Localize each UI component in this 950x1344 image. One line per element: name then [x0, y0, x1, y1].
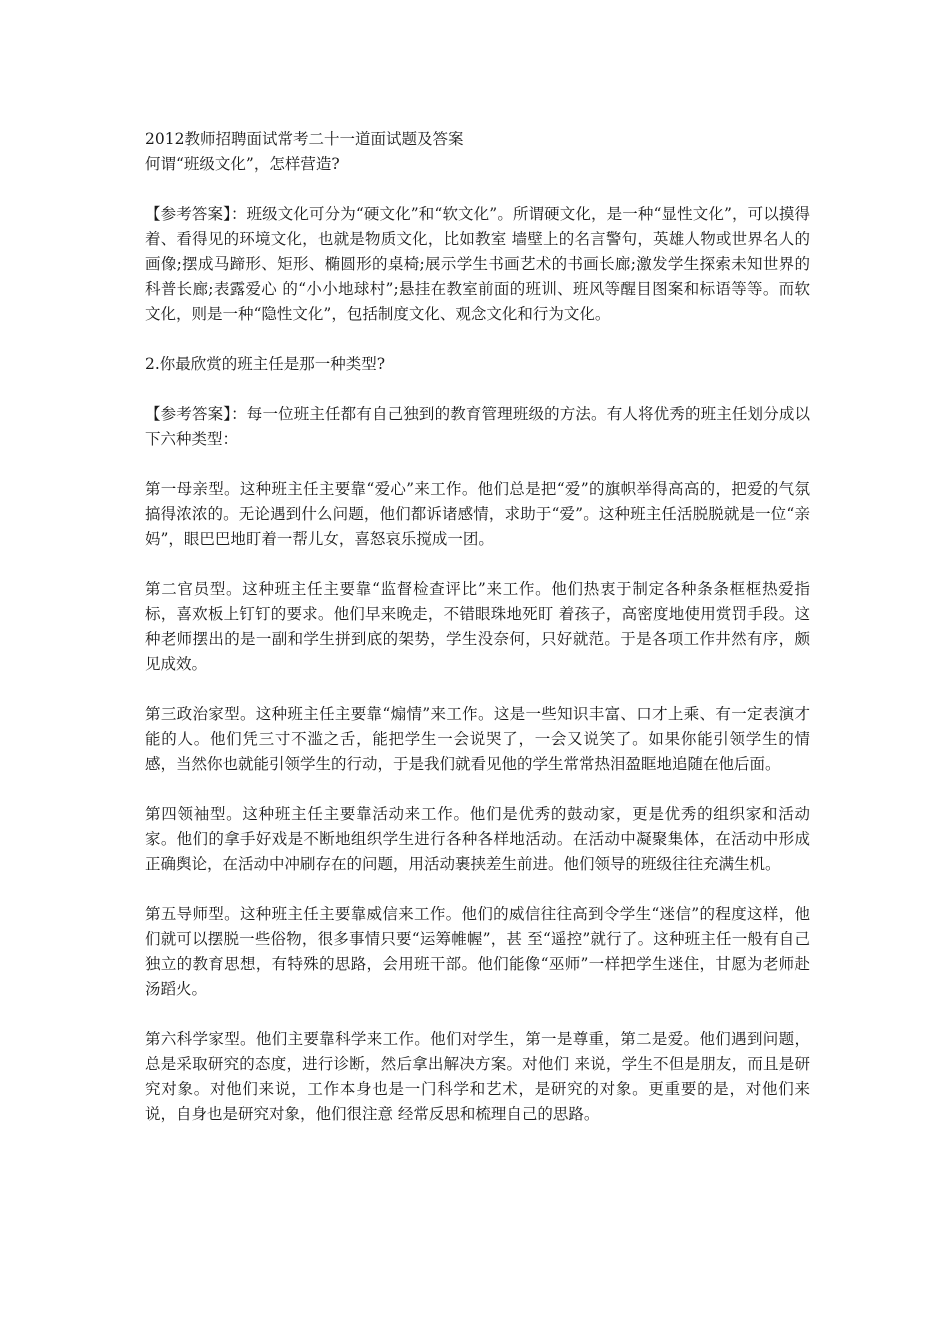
spacer: [145, 777, 810, 802]
type-scientist: 第六科学家型。他们主要靠科学来工作。他们对学生，第一是尊重，第二是爱。他们遇到问题，总是采取研究的态度，进行诊断，然后拿出解决方案。对他们 来说，学生不但是朋友，而且是研究对象。对他们来说，工作本身也是一门科学和艺术，是研究的对象。更重要的是，对他们来说，自身也是研究对象，他们很注意 经常反思和梳理自己的思路。: [145, 1030, 810, 1123]
type-leader: 第四领袖型。这种班主任主要靠活动来工作。他们是优秀的鼓动家，更是优秀的组织家和活动家。他们的拿手好戏是不断地组织学生进行各种各样地活动。在活动中凝聚集体，在活动中形成正确舆论，在活动中冲刷存在的问题，用活动裹挟差生前进。他们领导的班级往往充满生机。: [145, 805, 810, 873]
question-2: 2.你最欣赏的班主任是那一种类型?: [145, 355, 386, 373]
document-title: 2012教师招聘面试常考二十一道面试题及答案: [145, 130, 464, 148]
spacer: [145, 1002, 810, 1027]
spacer: [145, 552, 810, 577]
document-page: [145, 127, 810, 1127]
question-1: 何谓“班级文化”，怎样营造?: [145, 155, 340, 173]
spacer: [145, 677, 810, 702]
type-official: 第二官员型。这种班主任主要靠“监督检查评比”来工作。他们热衷于制定各种条条框框热爱指标，喜欢板上钉钉的要求。他们早来晚走，不错眼珠地死盯 着孩子，高密度地使用赏罚手段。这种老师摆出的是一副和学生拼到底的架势，学生没奈何，只好就范。于是各项工作井然有序，颇见成效。: [145, 580, 810, 673]
spacer: [145, 877, 810, 902]
answer-1: 【参考答案】：班级文化可分为“硬文化”和“软文化”。所谓硬文化，是一种“显性文化”，可以摸得着、看得见的环境文化，也就是物质文化，比如教室 墙壁上的名言警句，英雄人物或世界名人的画像;摆成马蹄形、矩形、椭圆形的桌椅;展示学生书画艺术的书画长廊;激发学生探索未知世界的科普长廊;表露爱心 的“小小地球村”;悬挂在教室前面的班训、班风等醒目图案和标语等等。而软文化，则是一种“隐性文化”，包括制度文化、观念文化和行为文化。: [145, 205, 810, 323]
answer-2-intro: 【参考答案】：每一位班主任都有自己独到的教育管理班级的方法。有人将优秀的班主任划分成以下六种类型：: [145, 405, 810, 448]
spacer: [145, 327, 810, 352]
spacer: [145, 377, 810, 402]
type-mentor: 第五导师型。这种班主任主要靠威信来工作。他们的威信往往高到令学生“迷信”的程度这样，他们就可以摆脱一些俗物，很多事情只要“运筹帷幄”，甚 至“遥控”就行了。这种班主任一般有自己独立的教育思想，有特殊的思路，会用班干部。他们能像“巫师”一样把学生迷住，甘愿为老师赴汤蹈火。: [145, 905, 810, 998]
spacer: [145, 452, 810, 477]
type-politician: 第三政治家型。这种班主任主要靠“煽情”来工作。这是一些知识丰富、口才上乘、有一定表演才能的人。他们凭三寸不滥之舌，能把学生一会说哭了，一会又说笑了。如果你能引领学生的情感，当然你也就能引领学生的行动，于是我们就看见他的学生常常热泪盈眶地追随在他后面。: [145, 705, 810, 773]
type-mother: 第一母亲型。这种班主任主要靠“爱心”来工作。他们总是把“爱”的旗帜举得高高的，把爱的气氛搞得浓浓的。无论遇到什么问题，他们都诉诸感情，求助于“爱”。这种班主任活脱脱就是一位“亲妈”，眼巴巴地盯着一帮儿女，喜怒哀乐搅成一团。: [145, 480, 810, 548]
spacer: [145, 177, 810, 202]
